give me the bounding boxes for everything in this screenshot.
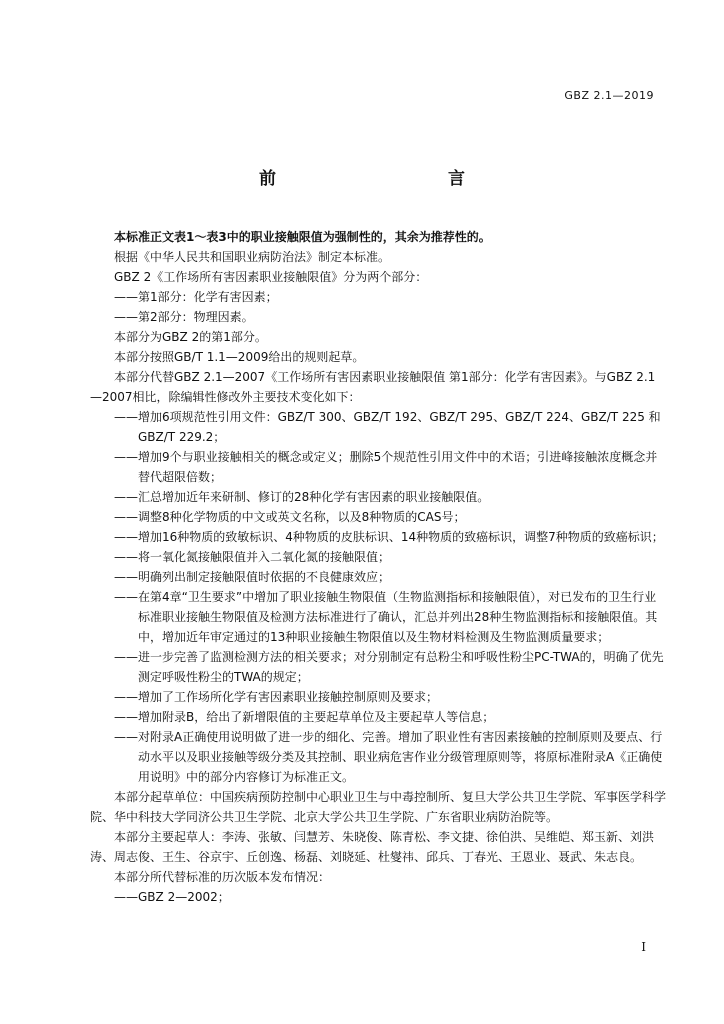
- document-body: [90, 227, 666, 907]
- paragraph: 本部分代替GBZ 2.1—2007《工作场所有害因素职业接触限值 第1部分：化学有害因素》。与GBZ 2.1—2007相比，除编辑性修改外主要技术变化如下：: [90, 370, 656, 404]
- paragraph: 根据《中华人民共和国职业病防治法》制定本标准。: [114, 250, 391, 264]
- page-number: I: [641, 940, 646, 954]
- change-list-item: ——明确列出制定接触限值时依据的不良健康效应；: [114, 570, 391, 584]
- mandatory-statement: 本标准正文表1～表3中的职业接触限值为强制性的，其余为推荐性的。: [114, 230, 491, 244]
- change-list-item: ——增加6项规范性引用文件：GBZ/T 300、GBZ/T 192、GBZ/T 295、GBZ/T 224、GBZ/T 225 和 GBZ/T 229.2；: [114, 410, 661, 444]
- paragraph: 本部分按照GB/T 1.1—2009给出的规则起草。: [114, 350, 365, 364]
- change-list-item: ——进一步完善了监测检测方法的相关要求；对分别制定有总粉尘和呼吸性粉尘PC-TWA的，明确了优先测定呼吸性粉尘的TWA的规定；: [114, 650, 664, 684]
- standard-code: GBZ 2.1—2019: [564, 89, 654, 102]
- change-list-item: ——在第4章“卫生要求”中增加了职业接触生物限值（生物监测指标和接触限值），对已发布的卫生行业标准职业接触生物限值及检测方法标准进行了确认，汇总并列出28种生物监测指标和接触限值。其中，增加近年审定通过的13种职业接触生物限值以及生物材料检测及生物监测质量要求；: [114, 590, 658, 644]
- change-list-item: ——增加16种物质的致敏标识、4种物质的皮肤标识、14种物质的致癌标识，调整7种物质的致癌标识；: [114, 530, 664, 544]
- change-list-item: ——增加附录B，给出了新增限值的主要起草单位及主要起草人等信息；: [114, 710, 495, 724]
- paragraph: ——第1部分：化学有害因素；: [114, 290, 278, 304]
- change-list-item: ——汇总增加近年来研制、修订的28种化学有害因素的职业接触限值。: [114, 490, 490, 504]
- paragraph: ——GBZ 2—2002；: [114, 890, 230, 904]
- change-list-item: ——增加了工作场所化学有害因素职业接触控制原则及要求；: [114, 690, 439, 704]
- paragraph: GBZ 2《工作场所有害因素职业接触限值》分为两个部分：: [114, 270, 428, 284]
- change-list-item: ——调整8种化学物质的中文或英文名称，以及8种物质的CAS号；: [114, 510, 466, 524]
- change-list-item: ——增加9个与职业接触相关的概念或定义；删除5个规范性引用文件中的术语；引进峰接触浓度概念并替代超限倍数；: [114, 450, 658, 484]
- paragraph: 本部分为GBZ 2的第1部分。: [114, 330, 267, 344]
- change-list-item: ——对附录A正确使用说明做了进一步的细化、完善。增加了职业性有害因素接触的控制原则及要点、行动水平以及职业接触等级分类及其控制、职业病危害作业分级管理原则等，将原标准附录A《正确使用说明》中的部分内容修订为标准正文。: [114, 730, 663, 784]
- page-title: 前 言: [259, 169, 511, 189]
- paragraph: 本部分起草单位：中国疾病预防控制中心职业卫生与中毒控制所、复旦大学公共卫生学院、军事医学科学院、华中科技大学同济公共卫生学院、北京大学公共卫生学院、广东省职业病防治院等。: [90, 790, 667, 824]
- paragraph: ——第2部分：物理因素。: [114, 310, 254, 324]
- change-list-item: ——将一氧化氮接触限值并入二氧化氮的接触限值；: [114, 550, 391, 564]
- paragraph: 本部分所代替标准的历次版本发布情况：: [114, 870, 331, 884]
- paragraph: 本部分主要起草人：李涛、张敏、闫慧芳、朱晓俊、陈青松、李文捷、徐伯洪、吴维皑、郑玉新、刘洪涛、周志俊、王生、谷京宇、丘创逸、杨磊、刘晓延、杜燮祎、邱兵、丁春光、王恩业、聂武、朱志良。: [90, 830, 655, 864]
